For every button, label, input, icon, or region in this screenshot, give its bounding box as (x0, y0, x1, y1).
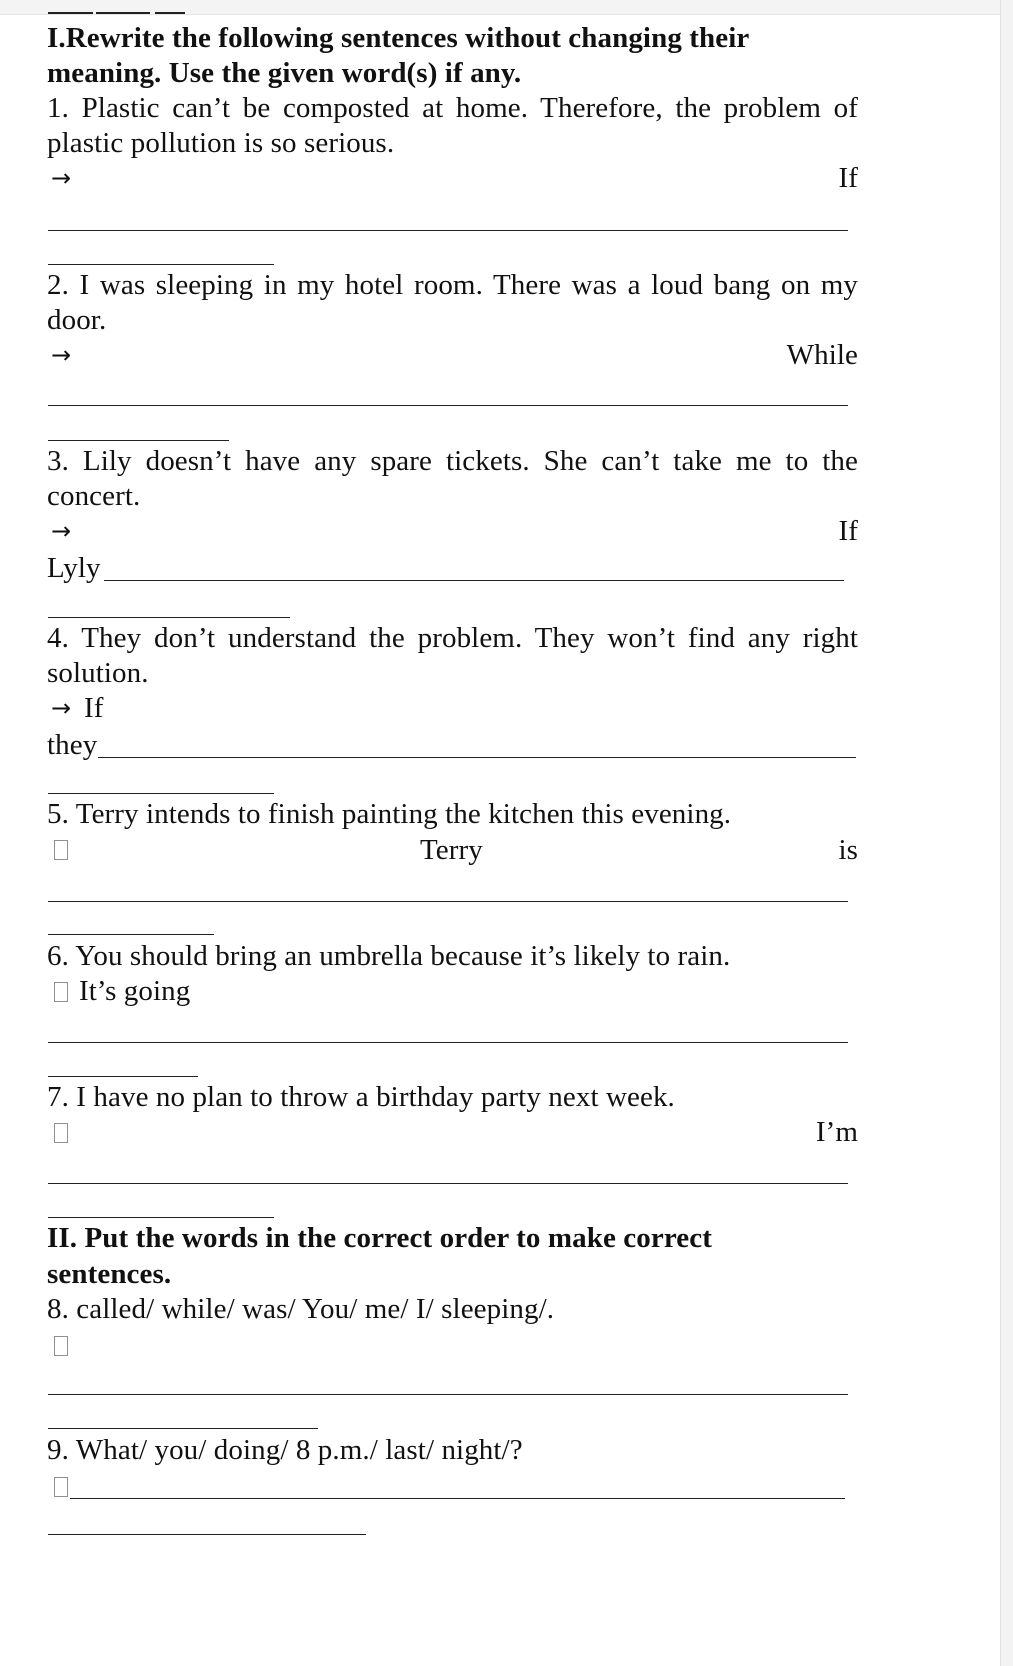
q7-missing-glyph-box (54, 1123, 68, 1143)
q5-answer-line-short[interactable] (48, 934, 214, 935)
q2-answer-line-short[interactable] (48, 440, 229, 441)
q6-text-line1: 6. You should bring an umbrella because it’s likely to rain. (47, 940, 731, 972)
q6-missing-glyph-box (54, 982, 68, 1002)
q1-cue-word: If (838, 162, 858, 194)
q9-answer-line[interactable] (70, 1498, 845, 1499)
q8-answer-line[interactable] (48, 1394, 848, 1395)
q3-answer-line[interactable] (104, 580, 844, 581)
section1-title-line1: I.Rewrite the following sentences without changing their (47, 22, 750, 54)
top-band (0, 0, 1000, 15)
q9-answer-line-short[interactable] (48, 1534, 366, 1535)
q2-text-line2: door. (47, 304, 107, 336)
q7-answer-line[interactable] (48, 1183, 848, 1184)
q2-text-line1: 2. I was sleeping in my hotel room. There was a loud bang on my (47, 269, 858, 301)
q6-answer-line-short[interactable] (48, 1076, 198, 1077)
q1-answer-line-short[interactable] (48, 264, 274, 265)
q9-missing-glyph-box (54, 1477, 68, 1497)
section1-title-line2: meaning. Use the given word(s) if any. (47, 57, 522, 89)
q3-answer-start: Lyly (47, 552, 101, 584)
q1-arrow-icon: → (51, 164, 72, 192)
q4-text-line1: 4. They don’t understand the problem. They won’t find any right (47, 622, 858, 654)
q3-cue-word: If (838, 515, 858, 547)
q1-answer-line[interactable] (48, 230, 848, 231)
section2-title-line2: sentences. (47, 1258, 172, 1290)
q5-missing-glyph-box (54, 840, 68, 860)
right-gutter (1000, 0, 1013, 1666)
q6-cue-word: It’s going (79, 975, 191, 1007)
q9-text-line1: 9. What/ you/ doing/ 8 p.m./ last/ night/? (47, 1434, 523, 1466)
q4-answer-line-short[interactable] (48, 793, 274, 794)
section2-title-line1: II. Put the words in the correct order to make correct (47, 1222, 712, 1254)
q8-text-line1: 8. called/ while/ was/ You/ me/ I/ sleeping/. (47, 1293, 555, 1325)
q1-text-line1: 1. Plastic can’t be composted at home. Therefore, the problem of (47, 92, 858, 124)
q7-text-line1: 7. I have no plan to throw a birthday party next week. (47, 1081, 675, 1113)
q3-answer-line-short[interactable] (48, 617, 290, 618)
q5-cue-mid: Terry (420, 834, 483, 866)
q1-text-line2: plastic pollution is so serious. (47, 127, 395, 159)
q2-cue-word: While (786, 339, 858, 371)
q4-answer-start: they (47, 729, 98, 761)
q7-cue-word: I’m (815, 1116, 858, 1148)
q4-text-line2: solution. (47, 657, 149, 689)
top-dash-line (48, 12, 93, 14)
q4-answer-line[interactable] (98, 757, 856, 758)
q4-arrow-icon: → (51, 694, 72, 722)
top-dash-line (155, 12, 185, 14)
q4-cue-word: If (84, 692, 104, 724)
q5-answer-line[interactable] (48, 901, 848, 902)
q2-arrow-icon: → (51, 341, 72, 369)
q3-arrow-icon: → (51, 517, 72, 545)
q8-missing-glyph-box (54, 1336, 68, 1356)
q3-text-line1: 3. Lily doesn’t have any spare tickets. She can’t take me to the (47, 445, 858, 477)
q5-text-line1: 5. Terry intends to finish painting the kitchen this evening. (47, 798, 732, 830)
q5-cue-word: is (838, 834, 858, 866)
q3-text-line2: concert. (47, 480, 141, 512)
q8-answer-line-short[interactable] (48, 1428, 318, 1429)
top-dash-line (96, 12, 150, 14)
q7-answer-line-short[interactable] (48, 1217, 274, 1218)
q6-answer-line[interactable] (48, 1042, 848, 1043)
q2-answer-line[interactable] (48, 405, 848, 406)
